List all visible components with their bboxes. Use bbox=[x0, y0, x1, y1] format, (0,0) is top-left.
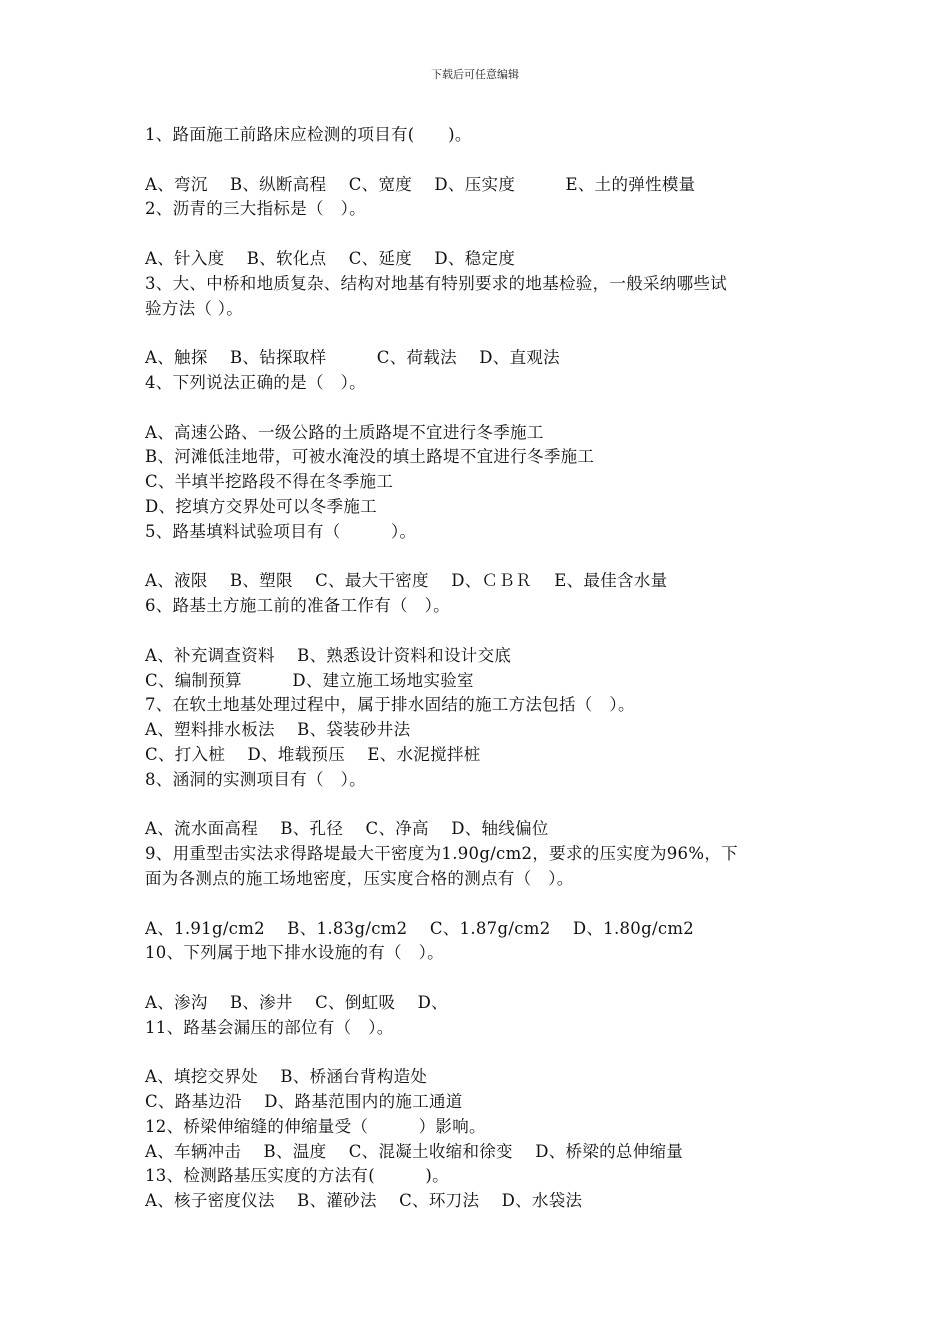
text-line: 10、下列属于地下排水设施的有（ ）。 bbox=[145, 943, 444, 963]
text-line: 4、下列说法正确的是（ ）。 bbox=[145, 372, 366, 392]
text-line: A、车辆冲击 B、温度 C、混凝土收缩和徐变 D、桥梁的总伸缩量 bbox=[145, 1141, 684, 1161]
text-line: A、核子密度仪法 B、灌砂法 C、环刀法 D、水袋法 bbox=[145, 1191, 583, 1211]
question-list bbox=[145, 123, 825, 1214]
text-line: 13、检测路基压实度的方法有( )。 bbox=[145, 1166, 449, 1186]
text-line: A、渗沟 B、渗井 C、倒虹吸 D、 bbox=[145, 992, 448, 1012]
text-line: 9、用重型击实法求得路堤最大干密度为1.90g/cm2，要求的压实度为96%，下 bbox=[145, 844, 738, 864]
blank-line bbox=[145, 966, 825, 991]
text-line: A、高速公路、一级公路的土质路堤不宜进行冬季施工 bbox=[145, 422, 544, 442]
blank-line bbox=[145, 396, 825, 421]
text-line: A、1.91g/cm2 B、1.83g/cm2 C、1.87g/cm2 D、1.80g/cm2 bbox=[145, 918, 695, 938]
text-line: A、触探 B、钻探取样 C、荷载法 D、直观法 bbox=[145, 348, 560, 368]
text-line: C、半填半挖路段不得在冬季施工 bbox=[145, 472, 394, 492]
text-line: A、填挖交界处 B、桥涵台背构造处 bbox=[145, 1067, 428, 1087]
text-line: 1、路面施工前路床应检测的项目有( )。 bbox=[145, 125, 472, 144]
text-line: 8、涵洞的实测项目有（ ）。 bbox=[145, 769, 366, 789]
blank-line bbox=[145, 545, 825, 570]
blank-line bbox=[145, 148, 825, 173]
text-line: 11、路基会漏压的部位有（ ）。 bbox=[145, 1017, 394, 1037]
blank-line bbox=[145, 892, 825, 917]
text-line: A、补充调查资料 B、熟悉设计资料和设计交底 bbox=[145, 645, 512, 665]
text-line: 7、在软土地基处理过程中，属于排水固结的施工方法包括（ ）。 bbox=[145, 695, 635, 715]
blank-line bbox=[145, 1040, 825, 1065]
blank-line bbox=[145, 619, 825, 644]
text-line: A、针入度 B、软化点 C、延度 D、稳定度 bbox=[145, 248, 516, 268]
blank-line bbox=[145, 222, 825, 247]
text-line: 面为各测点的施工场地密度，压实度合格的测点有（ ）。 bbox=[145, 868, 574, 888]
text-line: D、挖填方交界处可以冬季施工 bbox=[145, 496, 377, 516]
text-line: A、流水面高程 B、孔径 C、净高 D、轴线偏位 bbox=[145, 819, 549, 839]
text-line: 验方法（ ）。 bbox=[145, 298, 244, 318]
text-line: 3、大、中桥和地质复杂、结构对地基有特别要求的地基检验，一般采纳哪些试 bbox=[145, 273, 727, 293]
blank-line bbox=[145, 321, 825, 346]
text-line: C、编制预算 D、建立施工场地实验室 bbox=[145, 670, 474, 690]
text-line: A、塑料排水板法 B、袋装砂井法 bbox=[145, 720, 411, 740]
text-line: C、打入桩 D、堆载预压 E、水泥搅拌桩 bbox=[145, 744, 481, 764]
text-line: 12、桥梁伸缩缝的伸缩量受（ ）影响。 bbox=[145, 1116, 486, 1136]
text-line: 6、路基土方施工前的准备工作有（ ）。 bbox=[145, 596, 450, 616]
blank-line bbox=[145, 793, 825, 818]
text-line: B、河滩低洼地带，可被水淹没的填土路堤不宜进行冬季施工 bbox=[145, 447, 595, 467]
text-line: A、液限 B、塑限 C、最大干密度 D、ＣＢＲ E、最佳含水量 bbox=[145, 571, 668, 591]
text-line: C、路基边沿 D、路基范围内的施工通道 bbox=[145, 1092, 463, 1112]
page-header: 下载后可任意编辑 bbox=[431, 68, 519, 81]
text-line: 5、路基填料试验项目有（ ）。 bbox=[145, 521, 417, 541]
text-line: 2、沥青的三大指标是（ ）。 bbox=[145, 199, 366, 219]
text-line: A、弯沉 B、纵断高程 C、宽度 D、压实度 E、土的弹性模量 bbox=[145, 174, 696, 194]
